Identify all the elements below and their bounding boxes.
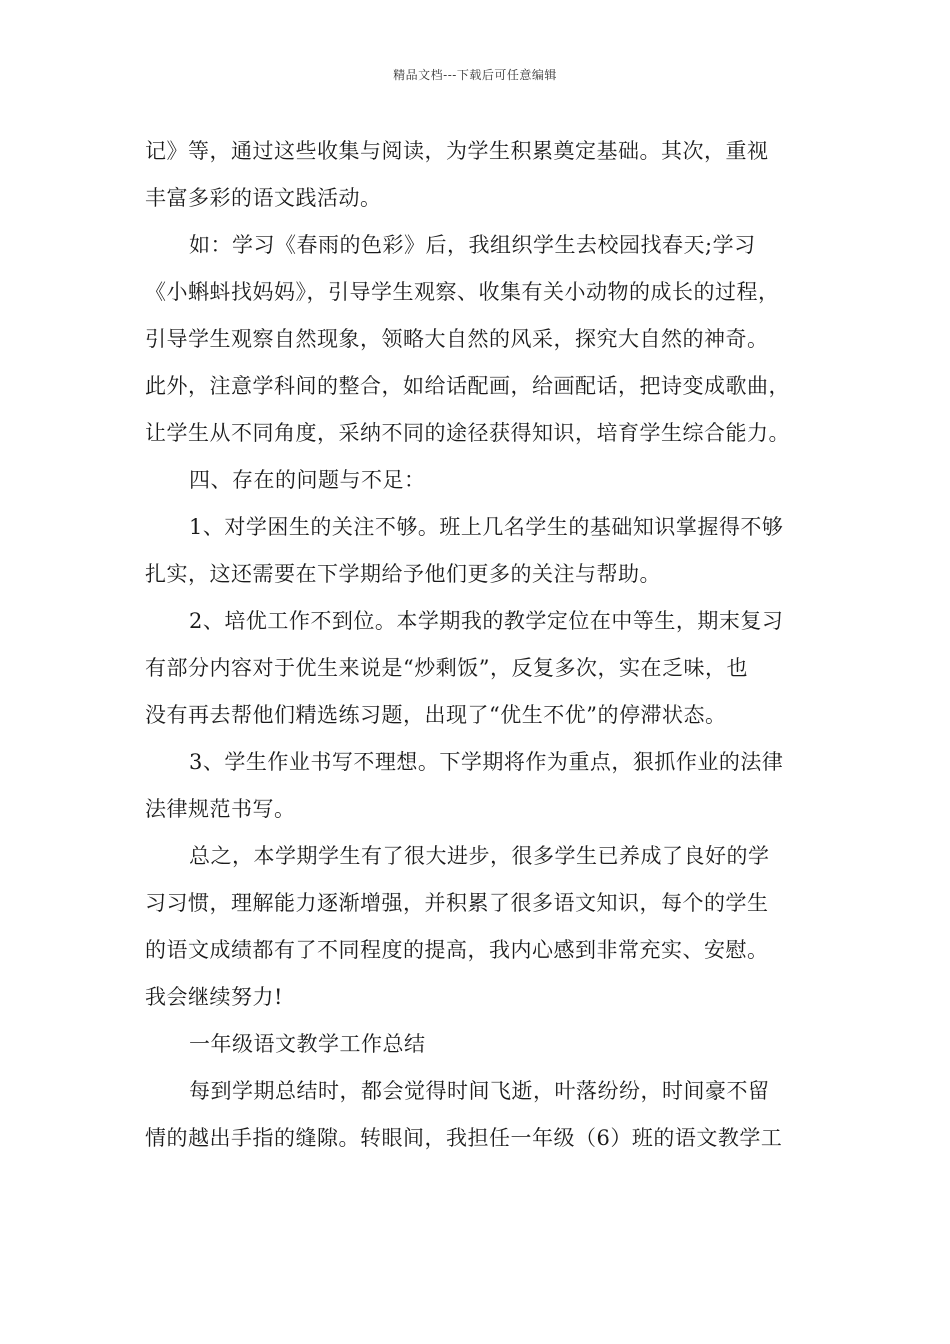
text-line: 引导学生观察自然现象，领略大自然的风采，探究大自然的神奇。 [145, 327, 769, 351]
paragraph-start-line: 总之，本学期学生有了很大进步，很多学生已养成了良好的学 [189, 844, 770, 868]
paragraph-start-line: 如：学习《春雨的色彩》后，我组织学生去校园找春天;学习 [189, 233, 756, 257]
text-line: 没有再去帮他们精选练习题，出现了“优生不优”的停滞状态。 [145, 703, 727, 727]
text-line: 此外，注意学科间的整合，如给话配画，给画配话，把诗变成歌曲， [145, 374, 790, 398]
page-header: 精品文档---下载后可任意编辑 [393, 68, 557, 82]
text-line: 习习惯，理解能力逐渐增强，并积累了很多语文知识，每个的学生 [145, 891, 769, 915]
document-body [145, 128, 810, 1162]
text-line: 丰富多彩的语文践活动。 [145, 186, 382, 210]
text-line: 扎实，这还需要在下学期给予他们更多的关注与帮助。 [145, 562, 661, 586]
section-heading: 四、存在的问题与不足： [189, 468, 426, 492]
paragraph-start-line: 1、对学困生的关注不够。班上几名学生的基础知识掌握得不够 [189, 515, 784, 539]
paragraph-start-line: 2、培优工作不到位。本学期我的教学定位在中等生，期末复习 [189, 609, 784, 633]
text-line: 情的越出手指的缝隙。转眼间，我担任一年级（6）班的语文教学工 [145, 1126, 783, 1150]
text-line: 记》等，通过这些收集与阅读，为学生积累奠定基础。其次，重视 [145, 139, 769, 163]
paragraph-start-line: 每到学期总结时，都会觉得时间飞逝，叶落纷纷，时间豪不留 [189, 1079, 770, 1103]
text-line: 让学生从不同角度，采纳不同的途径获得知识，培育学生综合能力。 [145, 421, 790, 445]
document-subtitle: 一年级语文教学工作总结 [189, 1032, 426, 1056]
text-line: 法律规范书写。 [145, 797, 296, 821]
text-line: 我会继续努力! [145, 985, 283, 1009]
text-line: 的语文成绩都有了不同程度的提高，我内心感到非常充实、安慰。 [145, 938, 769, 962]
paragraph-start-line: 3、学生作业书写不理想。下学期将作为重点，狠抓作业的法律 [189, 750, 784, 774]
text-line: 《小蝌蚪找妈妈》，引导学生观察、收集有关小动物的成长的过程， [145, 280, 780, 304]
text-line: 有部分内容对于优生来说是“炒剩饭”，反复多次，实在乏味，也 [145, 656, 748, 680]
